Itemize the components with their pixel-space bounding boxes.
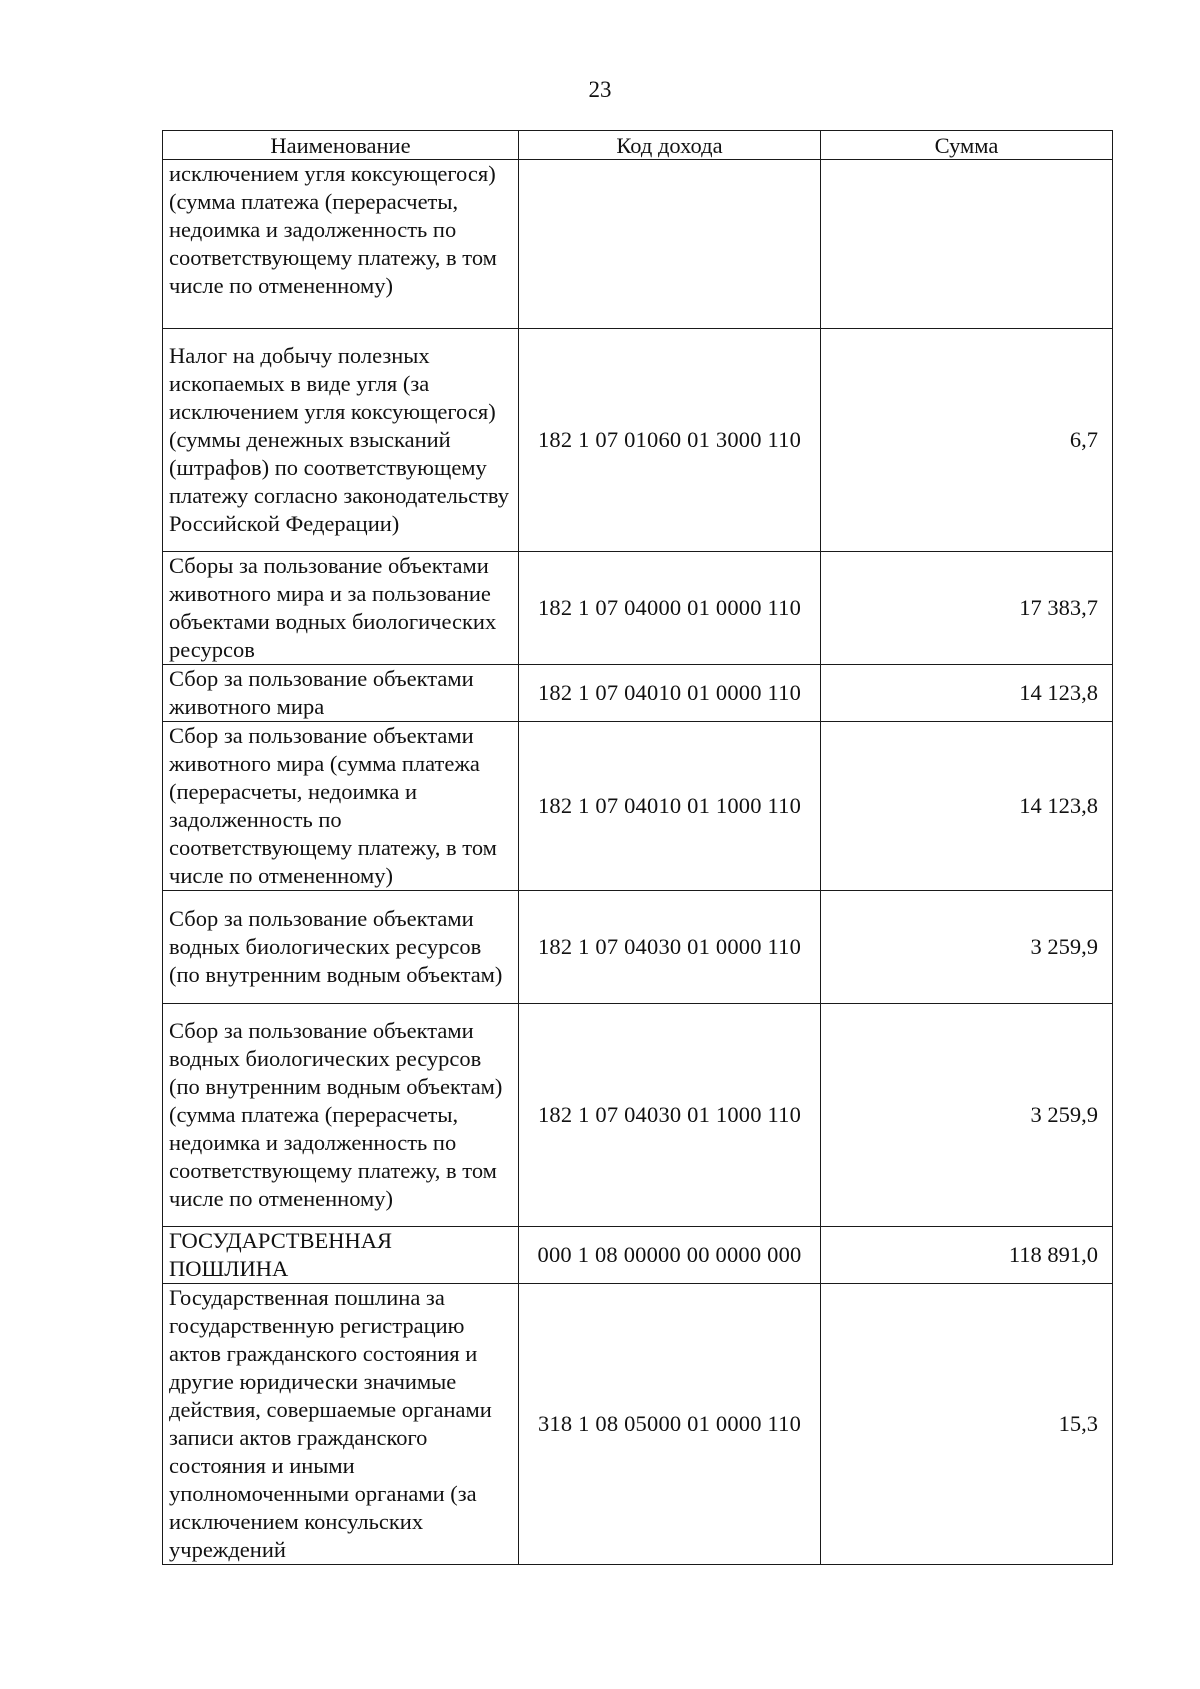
row-code: [519, 160, 821, 329]
row-name: Налог на добычу полезных ископаемых в виде угля (за исключением угля коксующегося) (суммы денежных взысканий (штрафов) по соответствующему платежу согласно законодательству Российской Федерации): [163, 329, 519, 552]
row-name: исключением угля коксующегося) (сумма платежа (перерасчеты, недоимка и задолженность по соответствующему платежу, в том числе по отмененному): [163, 160, 519, 329]
row-amount: 15,3: [821, 1284, 1113, 1565]
table-row: [163, 891, 1113, 1004]
row-name: Сбор за пользование объектами водных биологических ресурсов (по внутренним водным объектам): [163, 891, 519, 1004]
table-row: [163, 722, 1113, 891]
row-code: 182 1 07 04000 01 0000 110: [519, 552, 821, 665]
row-name: Государственная пошлина за государственную регистрацию актов гражданского состояния и другие юридически значимые действия, совершаемые органами записи актов гражданского состояния и иными уполномоченными органами (за исключением консульских учреждений: [163, 1284, 519, 1565]
row-code: 182 1 07 04010 01 0000 110: [519, 665, 821, 722]
row-amount: 3 259,9: [821, 1004, 1113, 1227]
table-row: [163, 160, 1113, 329]
table-row: [163, 1284, 1113, 1565]
revenue-table: [162, 130, 1113, 1565]
row-code: 182 1 07 01060 01 3000 110: [519, 329, 821, 552]
row-amount: 14 123,8: [821, 665, 1113, 722]
row-code: 182 1 07 04010 01 1000 110: [519, 722, 821, 891]
row-amount: 118 891,0: [821, 1227, 1113, 1284]
row-amount: [821, 160, 1113, 329]
row-name: ГОСУДАРСТВЕННАЯ ПОШЛИНА: [163, 1227, 519, 1284]
row-amount: 17 383,7: [821, 552, 1113, 665]
header-amount: Сумма: [821, 131, 1113, 160]
row-amount: 3 259,9: [821, 891, 1113, 1004]
table-row: [163, 552, 1113, 665]
row-code: 182 1 07 04030 01 0000 110: [519, 891, 821, 1004]
header-name: Наименование: [163, 131, 519, 160]
row-name: Сбор за пользование объектами животного мира (сумма платежа (перерасчеты, недоимка и задолженность по соответствующему платежу, в том числе по отмененному): [163, 722, 519, 891]
row-code: 318 1 08 05000 01 0000 110: [519, 1284, 821, 1565]
table-row: [163, 329, 1113, 552]
table-row: [163, 1227, 1113, 1284]
table-row: [163, 665, 1113, 722]
row-code: 182 1 07 04030 01 1000 110: [519, 1004, 821, 1227]
row-amount: 6,7: [821, 329, 1113, 552]
page-number: 23: [588, 77, 612, 102]
row-code: 000 1 08 00000 00 0000 000: [519, 1227, 821, 1284]
table-row: [163, 1004, 1113, 1227]
row-name: Сбор за пользование объектами животного мира: [163, 665, 519, 722]
row-name: Сбор за пользование объектами водных биологических ресурсов (по внутренним водным объектам) (сумма платежа (перерасчеты, недоимка и задолженность по соответствующему платежу, в том числе по отмененному): [163, 1004, 519, 1227]
header-code: Код дохода: [519, 131, 821, 160]
table-header-row: [163, 131, 1113, 160]
row-amount: 14 123,8: [821, 722, 1113, 891]
row-name: Сборы за пользование объектами животного мира и за пользование объектами водных биологических ресурсов: [163, 552, 519, 665]
